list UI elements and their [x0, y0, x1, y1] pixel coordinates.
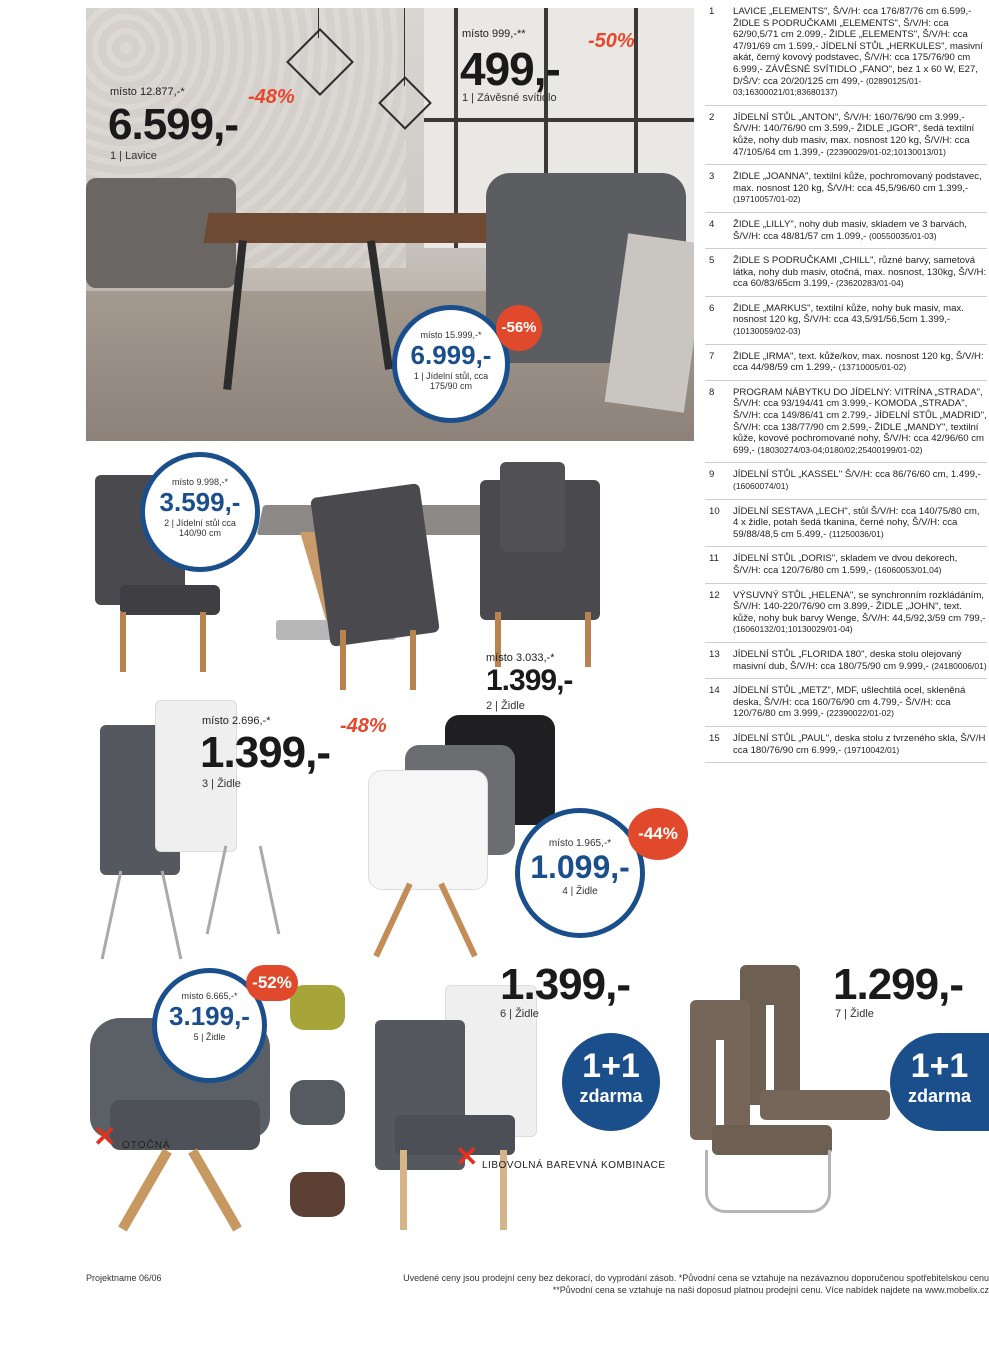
- price-circle: [392, 305, 510, 423]
- chair-variant-grey: [290, 1080, 345, 1125]
- item-text: ŽIDLE „LILLY", nohy dub masiv, skladem ve 3 barvách, Š/V/H: cca 48/81/57 cm 1.099,-: [733, 218, 967, 242]
- list-item: [705, 506, 987, 548]
- price: 3.199,-: [169, 1001, 250, 1031]
- caption: 7 | Židle: [835, 1008, 874, 1020]
- item-code: (00550035/01-03): [869, 230, 937, 241]
- caption: 2 | Jídelní stůl cca 140/90 cm: [164, 518, 236, 538]
- price: 1.299,-: [833, 960, 963, 1009]
- item-number: 2: [709, 111, 715, 123]
- item-code: (10130059/02-03): [733, 326, 801, 337]
- x-mark-icon: ✕: [93, 1121, 117, 1152]
- disclaimer-line-1: Uvedené ceny jsou prodejní ceny bez dekorací, do vyprodání zásob. *Původní cena se vztahuje na nezávaznou doporučenou spotřebitelskou cenu: [403, 1273, 989, 1283]
- item-text: PROGRAM NÁBYTKU DO JÍDELNY: VITRÍNA „STRADA", Š/V/H: cca 93/194/41 cm 3.999,- KOMODA „STRADA", Š/V/H: cca 149/86/41 cm 2.799,- JÍDELNÍ STŮL „MADRID", Š/V/H: cca 138/77/90 cm 2.599,- ŽIDLE „MANDY", textilní kůže, kovové pochromované nohy, Š/V/H: cca 42/96/60 cm 699,-: [733, 386, 987, 456]
- item-text: ŽIDLE „JOANNA", textilní kůže, pochromovaný podstavec, max. nosnost 120 kg, Š/V/H: cca 45,5/96/60 cm 1.399,-: [733, 171, 982, 194]
- item-text: JÍDELNÍ STŮL „ANTON", Š/V/H: 160/76/90 cm 3.999,- Š/V/H: 140/76/90 cm 3.599,- ŽIDLE „IGOR", šedá textilní kůže, nohy dub masiv, max. nosnost 120 kg, Š/V/H: cca 47/105/64 cm 1.399,-: [733, 111, 975, 158]
- price: 6.999,-: [410, 340, 492, 370]
- item-code: (16060132/01;10130029/01-04): [733, 624, 853, 635]
- chair-variant-brown: [290, 1172, 345, 1217]
- item-text: ŽIDLE S PODRUČKAMI „CHILL", různé barvy, sametová látka, nohy dub masiv, otočná, max. nosnost, 130kg, Š/V/H: cca 60/83/65cm 3.199,-: [733, 255, 987, 290]
- item-text: JÍDELNÍ STŮL „FLORIDA 180", deska stolu olejovaný masivní dub, Š/V/H: cca 180/75/90 cm 9.999,-: [733, 648, 962, 672]
- price: 3.599,-: [159, 487, 241, 517]
- item-text: JÍDELNÍ STŮL „METZ", MDF, ušlechtilá ocel, skleněná deska, Š/V/H: cca 160/76/90 cm 4.799,- Š/V/H: cca 120/76/80 cm 3.999,-: [733, 685, 966, 720]
- list-item: [705, 590, 987, 643]
- discount: -48%: [248, 86, 295, 108]
- price-circle: [140, 452, 260, 572]
- chair-variant-olive: [290, 985, 345, 1030]
- item-text: LAVICE „ELEMENTS", Š/V/H: cca 176/87/76 cm 6.599,- ŽIDLE S PODRUČKAMI „ELEMENTS", Š/V/H: cca 62/90,5/71 cm 2.099,- ŽIDLE „ELEMENTS", Š/V/H: cca 47/91/69 cm 1.599,- JÍDELNÍ STŮL „HERKULES", masivní akát, černý kovový podstavec, Š/V/H: cca 175/76/90 cm 6.999,- ZÁVĚSNÉ SVÍTIDLO „FANO", bez 1 x 60 W, E27, D/Š/V: cca 20/20/125 cm 499,-: [733, 6, 983, 87]
- discount: -50%: [588, 30, 635, 52]
- item-number: 11: [709, 553, 719, 565]
- list-item: [705, 649, 987, 679]
- swivel-label: OTOČNÁ: [122, 1140, 171, 1151]
- cantilever-frame: [705, 1150, 831, 1213]
- item-text: VÝSUVNÝ STŮL „HELENA", se synchronním rozkládáním, Š/V/H: 140-220/76/90 cm 3.899,- ŽIDLE „JOHN", text. kůže, nohy buk barvy Wenge, Š/V/H: 44,5/92,3/59 cm 799,-: [733, 589, 986, 624]
- project-name: Projektname 06/06: [86, 1273, 162, 1283]
- item-number: 10: [709, 505, 720, 517]
- buy-one-get-one-badge: 1+1 zdarma: [890, 1033, 989, 1131]
- list-item: [705, 387, 987, 464]
- original-price: místo 6.665,-*: [181, 991, 238, 1001]
- original-price: místo 9.998,-*: [171, 477, 229, 487]
- item-text: JÍDELNÍ STŮL „DORIS", skladem ve dvou dekorech, Š/V/H: cca 120/76/80 cm 1.599,-: [733, 553, 958, 576]
- chair-image: [310, 483, 440, 647]
- item-number: 15: [709, 732, 720, 744]
- item-text: JÍDELNÍ STŮL „KASSEL" Š/V/H: cca 86/76/60 cm, 1.499,-: [733, 469, 981, 481]
- price: 1.399,-: [200, 728, 330, 777]
- item-code: (22390029/01-02;10130013/01): [826, 146, 946, 157]
- item-code: (22390022/01-02): [826, 708, 894, 719]
- price: 1.099,-: [530, 849, 630, 885]
- caption: 3 | Židle: [202, 778, 241, 790]
- list-item: [705, 685, 987, 727]
- price-circle: [515, 808, 645, 938]
- item-code: (13710005/01-02): [838, 362, 907, 373]
- original-price: místo 12.877,-*: [110, 86, 185, 98]
- item-code: (18030274/03-04;0180/02;25400199/01-02): [757, 444, 923, 455]
- item-text: ŽIDLE „IRMA", text. kůže/kov, max. nosnost 120 kg, Š/V/H: cca 44/98/59 cm 1.299,-: [733, 350, 984, 374]
- item-text: JÍDELNÍ SESTAVA „LECH", stůl Š/V/H: cca 140/75/80 cm, 4 x židle, potah šedá tkanina, černé nohy, Š/V/H: cca 59/88/48,5 cm 5.499,-: [733, 505, 980, 540]
- caption: 4 | Židle: [562, 886, 598, 897]
- list-item: [705, 219, 987, 249]
- list-item: [705, 171, 987, 213]
- item-number: 5: [709, 255, 715, 267]
- discount-badge: -44%: [628, 808, 688, 860]
- color-combination-label: LIBOVOLNÁ BAREVNÁ KOMBINACE: [482, 1160, 666, 1171]
- item-code: (19710057/01-02): [733, 194, 801, 205]
- item-number: 14: [709, 685, 720, 697]
- price: 1.399,-: [500, 960, 630, 1009]
- list-item: [705, 112, 987, 165]
- item-code: (16060053/01,04): [874, 564, 942, 575]
- caption: 1 | Lavice: [110, 150, 157, 162]
- caption: 1 | Závěsné svítidlo: [462, 92, 557, 104]
- original-price: místo 2.696,-*: [202, 715, 271, 727]
- item-number: 7: [709, 350, 715, 362]
- disclaimer-line-2: **Původní cena se vztahuje na naši doposud platnou prodejní cenu. Více nabídek najdete na www.mobelix.cz: [552, 1285, 989, 1295]
- price: 499,-: [460, 43, 560, 95]
- price: 6.599,-: [108, 100, 238, 149]
- item-code: (02890125/01-03;16300021/01;83680137): [733, 75, 922, 98]
- caption: 1 | Jídelní stůl, cca 175/90 cm: [413, 371, 489, 391]
- price: 1.399,-: [486, 664, 573, 697]
- list-item: [705, 351, 987, 381]
- item-text: ŽIDLE „MARKUS", textilní kůže, nohy buk masiv, max. nosnost 120 kg, Š/V/H: cca 43,5/91/56,5cm 1.399,-: [733, 302, 964, 326]
- list-item: [705, 733, 987, 763]
- item-text: JÍDELNÍ STŮL „PAUL", deska stolu z tvrzeného skla, Š/V/H cca 180/76/90 cm 6.999,-: [733, 732, 986, 756]
- chair-image: [368, 770, 488, 890]
- item-number: 12: [709, 589, 720, 601]
- hero-photo: [86, 8, 694, 441]
- discount-badge: -52%: [246, 965, 298, 1001]
- caption: 2 | Židle: [486, 700, 525, 712]
- item-code: (23620283/01-04): [835, 278, 904, 289]
- list-item: [705, 553, 987, 583]
- item-number: 9: [709, 469, 715, 481]
- item-number: 1: [709, 6, 715, 17]
- list-item: [705, 6, 987, 106]
- item-code: (16060074/01): [733, 481, 789, 491]
- item-number: 13: [709, 648, 720, 660]
- original-price: místo 999,-**: [462, 28, 526, 40]
- item-code: (24180006/01): [931, 660, 987, 671]
- discount: -48%: [340, 715, 387, 737]
- item-number: 6: [709, 302, 715, 314]
- item-number: 3: [709, 171, 715, 183]
- item-code: (11250036/01): [829, 528, 884, 539]
- discount-badge: -56%: [496, 305, 542, 351]
- x-mark-icon: ✕: [455, 1141, 479, 1172]
- list-item: [705, 469, 987, 499]
- original-price: místo 15.999,-*: [420, 330, 482, 340]
- product-list: [705, 6, 987, 769]
- caption: 5 | Židle: [193, 1032, 226, 1042]
- item-code: (19710042/01): [843, 744, 900, 755]
- original-price: místo 3.033,-*: [486, 652, 555, 664]
- buy-one-get-one-badge: 1+1 zdarma: [562, 1033, 660, 1131]
- list-item: [705, 303, 987, 345]
- original-price: místo 1.965,-*: [548, 838, 612, 849]
- item-number: 4: [709, 218, 715, 230]
- list-item: [705, 255, 987, 297]
- item-number: 8: [709, 386, 715, 398]
- caption: 6 | Židle: [500, 1008, 539, 1020]
